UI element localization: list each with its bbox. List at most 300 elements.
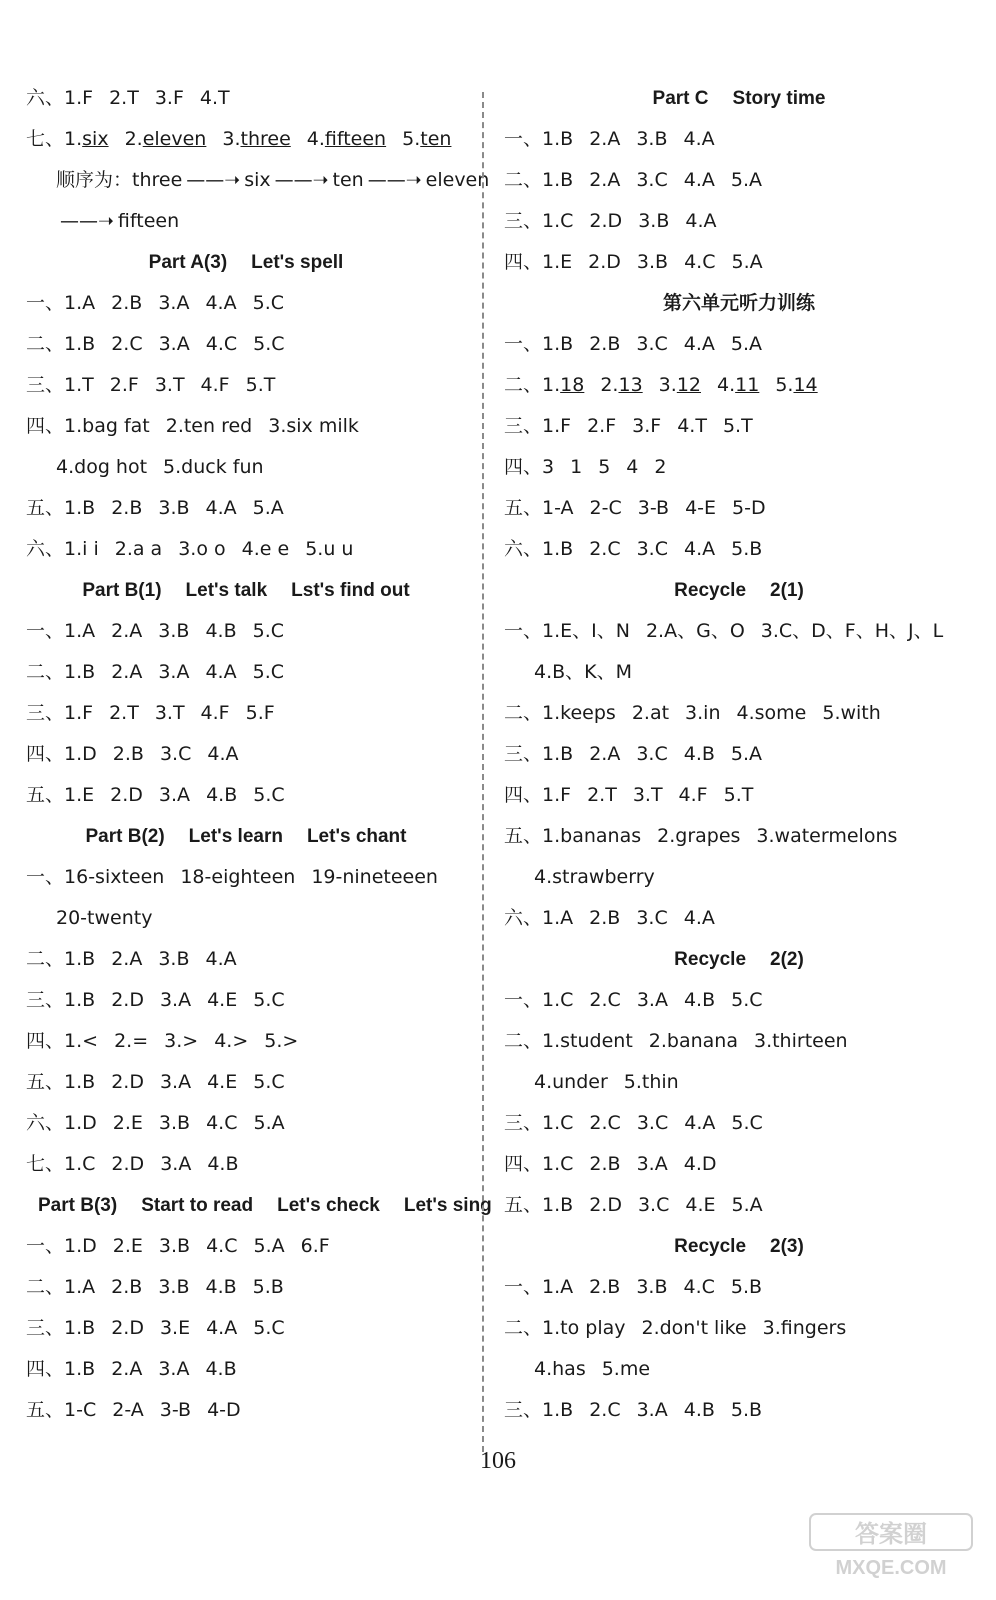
answer-item [775,365,817,406]
answer-item: 2.at [631,702,670,724]
answer-item: 2.A [111,1358,143,1380]
answer-row-continuation [504,652,974,693]
answer-word: 14 [793,374,818,396]
question-number: 七、 [26,128,65,150]
answer-item: 5.T [723,784,754,806]
answer-item: 1.F [64,87,94,109]
answer-row [26,1349,466,1390]
answer-item: 3.A [160,1153,192,1175]
question-number: 五、 [504,1194,543,1216]
answer-row [26,652,466,693]
answer-item: 2.B [589,1153,621,1175]
question-number: 三、 [26,374,65,396]
answer-item: 4.C [206,1112,238,1134]
answer-item: 5.B [730,1399,763,1421]
section-heading [504,78,974,119]
arrow-icon: ——➝ [274,169,329,191]
answer-item: 18-eighteen [180,866,296,888]
answer-item: 1.D [64,743,97,765]
answer-item: 5.with [822,702,881,724]
answer-row [26,324,466,365]
answer-item: 3.B [158,948,190,970]
answer-item: 4.A [684,1112,716,1134]
question-number: 三、 [504,210,543,232]
answer-item: 3.T [154,702,185,724]
answer-item: 3.B [636,1276,668,1298]
answer-item [402,119,451,160]
answer-item: 1.A [64,620,96,642]
answer-item: 4.A [683,128,715,150]
section-heading-part: Part C [652,88,709,109]
answer-item: 3.> [164,1030,199,1052]
answer-row [26,693,466,734]
answer-item: 4.F [200,374,230,396]
answer-number: 3. [658,374,677,396]
answer-item: 2.B [589,333,621,355]
answer-item: 4.some [736,702,807,724]
answer-word: 18 [560,374,585,396]
svg-text:答案圈: 答案圈 [855,1521,927,1548]
answer-item: 4.E [207,989,238,1011]
answer-item: 2.C [589,538,621,560]
order-sequence-row [26,160,490,201]
answer-item: 4-D [207,1399,241,1421]
answer-row [504,980,974,1021]
answer-item [64,119,109,160]
section-heading-part: Recycle [674,1236,747,1257]
answer-item: 2.D [111,989,144,1011]
answer-word: 12 [676,374,701,396]
question-number: 六、 [26,538,65,560]
answer-row-continuation [26,898,466,939]
section-heading-part: Story time [732,88,826,109]
answer-item: 1.B [64,333,96,355]
section-heading-part: Recycle [674,949,747,970]
answer-row [504,693,974,734]
answer-row [504,898,974,939]
answer-item: 4.A [205,948,237,970]
answer-item [659,365,701,406]
watermark-logo [806,1510,976,1580]
answer-item: 1.D [64,1235,97,1257]
answer-item: 2.C [111,333,143,355]
answer-item: 5.B [730,1276,763,1298]
answer-item: 1.B [64,497,96,519]
answer-number: 1. [542,374,561,396]
answer-item: 4.under [534,1071,608,1093]
answer-item: 2.A [589,169,621,191]
answer-item: 3.C [636,907,668,929]
answer-row [504,242,974,283]
answer-item: 3.C [636,1112,669,1134]
answer-item: 4.e e [241,538,290,560]
answer-item: 3.T [632,784,663,806]
question-number: 二、 [26,333,65,355]
answer-item: 1.< [64,1030,99,1052]
section-heading [26,1185,492,1226]
answer-row [26,939,466,980]
answer-item: 1.to play [542,1317,626,1339]
answer-row [26,365,466,406]
question-number: 四、 [26,415,65,437]
svg-text:MXQE.COM: MXQE.COM [835,1557,947,1579]
answer-row-continuation [26,447,466,488]
answer-row [504,611,974,652]
answer-row [26,1267,466,1308]
answer-word: fifteen [324,128,387,150]
answer-item: 3.B [158,497,190,519]
answer-item: 16-sixteen [64,866,165,888]
answer-row [26,1390,466,1431]
section-heading [504,570,974,611]
answer-item: 4-E [685,497,717,519]
answer-row [504,488,974,529]
answer-item: 1.C [542,210,574,232]
answer-item: 4.B [683,743,715,765]
answer-item: 3.C [636,333,668,355]
answer-item: 4.D [683,1153,717,1175]
answer-item: 3.C [636,169,668,191]
question-number: 五、 [26,1399,65,1421]
answer-item: 4.A [683,169,715,191]
answer-item: 1.bananas [542,825,642,847]
arrow-icon: ——➝ [186,169,241,191]
answer-item: 5.me [601,1358,651,1380]
answer-word: ten [420,128,452,150]
answer-row [26,1144,466,1185]
answer-item: 5.thin [623,1071,679,1093]
answer-item: 1.C [542,1112,574,1134]
section-heading [26,242,466,283]
answer-item: 5.duck fun [163,456,264,478]
answer-item: 1.bag fat [64,415,150,437]
answer-row [26,857,466,898]
answer-item: 4.A [205,292,237,314]
answer-word: 11 [735,374,760,396]
answer-item: 5.u u [305,538,354,560]
left-answer-column [26,78,492,1431]
answer-item: 2.D [588,251,621,273]
answer-item: 1.A [542,907,574,929]
answer-item: 4.C [684,251,716,273]
answer-item: 4.E [685,1194,716,1216]
right-answer-column [504,78,974,1431]
section-heading-part: 2(2) [770,949,804,970]
answer-item: 5 [598,456,611,478]
answer-row [504,119,974,160]
answer-item: 5.C [731,1112,763,1134]
answer-item: 1.student [542,1030,633,1052]
answer-item: 2-A [112,1399,144,1421]
answer-item: 1.B [542,538,574,560]
answer-item: 3.six milk [268,415,359,437]
answer-item: 2.D [589,210,623,232]
answer-item: 4 [626,456,639,478]
section-heading-part: 2(1) [770,580,804,601]
order-sequence-row [26,201,466,242]
section-heading-part: Part B(2) [85,826,165,847]
question-number: 三、 [26,989,65,1011]
answer-item: 3.T [154,374,185,396]
answer-item: 1.B [542,128,574,150]
answer-item: 2.D [111,1071,144,1093]
question-number: 五、 [26,1071,65,1093]
question-number: 五、 [26,784,65,806]
answer-item: 1.B [542,1399,574,1421]
question-number: 一、 [26,866,65,888]
answer-item: 1-C [64,1399,97,1421]
answer-item: 1.A [542,1276,574,1298]
answer-item: 5.A [253,1112,285,1134]
answer-item: 1.B [542,743,574,765]
section-heading-part: Part A(3) [148,252,228,273]
answer-item: 4.B [205,1276,237,1298]
answer-item: 3 [542,456,555,478]
answer-row [504,160,974,201]
answer-item: 3.B [158,1235,191,1257]
answer-item: 1.T [64,374,94,396]
question-number: 六、 [504,538,543,560]
answer-item: 1.C [542,1153,574,1175]
answer-item: 2.D [111,1153,145,1175]
answer-item: 2.T [109,702,139,724]
answer-item: 2.A [111,620,143,642]
answer-row [504,775,974,816]
answer-item: 1.B [64,948,96,970]
answer-item: 4.B、K、M [534,661,633,683]
answer-item: 5.T [722,415,753,437]
section-heading [504,1226,974,1267]
order-label: 顺序为： [56,169,133,191]
answer-item: 2.A、G、O [645,620,745,642]
answer-row [504,447,974,488]
arrow-icon: ——➝ [60,210,114,232]
answer-row [504,1144,974,1185]
answer-item: 3.C、D、F、H、J、L [760,620,944,642]
answer-item: 4.dog hot [56,456,148,478]
answer-item: 3.A [159,989,192,1011]
answer-item: 4.B [683,989,716,1011]
answer-number: 4. [717,374,736,396]
answer-item: 2.T [587,784,617,806]
answer-row [504,1103,974,1144]
answer-item: 2.A [589,128,621,150]
answer-item: 4.A [683,333,715,355]
question-number: 二、 [504,1317,543,1339]
answer-number: 4. [306,128,325,150]
answer-item: 1-A [542,497,574,519]
answer-item: 1.B [64,661,96,683]
answer-item: 4.has [534,1358,586,1380]
answer-item: 5.C [731,989,763,1011]
answer-item: 20-twenty [56,907,153,929]
answer-item: 5.C [253,1071,285,1093]
answer-item: 1.B [64,989,96,1011]
question-number: 三、 [504,1112,543,1134]
answer-item: 2.A [111,661,143,683]
answer-word: 13 [618,374,643,396]
answer-item: 5.A [253,1235,285,1257]
question-number: 五、 [504,497,543,519]
section-heading-part: 第六单元听力训练 [662,293,815,314]
answer-row [504,1185,974,1226]
question-number: 三、 [26,1317,65,1339]
answer-item: 3.B [636,251,669,273]
answer-item: 2.B [589,1276,621,1298]
answer-item: 1.F [542,415,572,437]
answer-item [600,365,642,406]
answer-row-continuation [504,1349,974,1390]
answer-item: 3.A [636,989,668,1011]
answer-item: 5.B [252,1276,284,1298]
answer-item: 1.E [542,251,573,273]
page-number: 106 [480,1448,516,1474]
answer-item: 3.A [158,333,190,355]
question-number: 一、 [504,989,543,1011]
answer-item [307,119,386,160]
answer-item: 3.C [159,743,192,765]
answer-row [504,406,974,447]
section-heading [26,816,466,857]
question-number: 七、 [26,1153,65,1175]
answer-item: 5.C [253,333,285,355]
answer-item: 2.grapes [657,825,741,847]
answer-item: 5-D [732,497,766,519]
answer-item: 1.keeps [542,702,616,724]
answer-row [26,488,466,529]
order-word: eleven [425,169,490,191]
answer-item: 3.A [636,1399,668,1421]
answer-item: 3.F [632,415,662,437]
section-heading [26,570,466,611]
answer-item: 3.A [158,784,191,806]
answer-item: 4.C [205,333,238,355]
question-number: 一、 [26,292,65,314]
question-number: 五、 [26,497,65,519]
answer-item: 1.E、I、N [542,620,630,642]
section-heading-part: 2(3) [770,1236,804,1257]
arrow-icon: ——➝ [367,169,422,191]
question-number: 二、 [504,702,543,724]
answer-item: 4.B [683,1399,715,1421]
answer-item: 2.F [587,415,617,437]
answer-row [26,611,466,652]
answer-item: 2.B [112,743,144,765]
answer-row [504,324,974,365]
answer-item: 4.A [205,497,237,519]
question-number: 六、 [504,907,543,929]
answer-item: 4.A [685,210,717,232]
answer-item: 5.A [252,497,284,519]
question-number: 二、 [26,1276,65,1298]
answer-number: 2. [124,128,143,150]
answer-item: 2.B [111,497,143,519]
answer-item: 4.E [207,1071,238,1093]
answer-row [26,406,466,447]
answer-item: 4.strawberry [534,866,655,888]
answer-item: 2.B [111,1276,143,1298]
section-heading-part: Part B(1) [82,580,162,601]
answer-item: 5.C [253,989,285,1011]
question-number: 三、 [504,415,543,437]
section-heading [504,939,974,980]
answer-row [26,283,466,324]
question-number: 二、 [504,1030,543,1052]
answer-item: 3.A [159,1071,192,1093]
answer-item: 1.A [64,292,96,314]
answer-item: 4.F [678,784,708,806]
answer-row [504,816,974,857]
question-number: 四、 [26,1358,65,1380]
answer-row-continuation [504,1062,974,1103]
answer-item: 2 [654,456,667,478]
answer-item: 1.C [64,1153,96,1175]
section-heading-part: Lst's find out [291,580,410,601]
answer-item: 5.C [252,661,285,683]
answer-row [504,1021,974,1062]
answer-item: 6.F [300,1235,330,1257]
question-number: 六、 [26,87,65,109]
question-number: 二、 [26,661,65,683]
answer-item: 3.B [158,620,190,642]
question-number: 一、 [504,620,543,642]
question-number: 一、 [26,620,65,642]
question-number: 二、 [504,169,543,191]
answer-item: 5.A [730,169,763,191]
answer-item: 3.B [636,128,668,150]
answer-row [26,119,466,160]
answer-item: 2.D [111,1317,144,1339]
answer-item: 1.B [64,1317,96,1339]
question-number: 三、 [504,743,543,765]
answer-item [125,119,207,160]
answer-item: 1.F [542,784,572,806]
question-number: 一、 [504,1276,543,1298]
answer-item: 3.A [158,1358,190,1380]
answer-number: 2. [600,374,619,396]
answer-item: 1.D [64,1112,97,1134]
answer-item: 4.T [677,415,707,437]
answer-item: 2.D [589,1194,622,1216]
order-word: ten [332,169,364,191]
answer-row [26,1308,466,1349]
answer-row [504,1390,974,1431]
section-heading [504,283,974,324]
answer-item: 2.C [589,1112,621,1134]
answer-item: 2.banana [648,1030,738,1052]
answer-item: 5.A [730,333,763,355]
answer-item: 1.E [64,784,95,806]
answer-item: 5.A [731,1194,763,1216]
answer-item: 2.a a [114,538,163,560]
answer-number: 1. [64,128,83,150]
answer-item: 3.B [638,210,670,232]
answer-item: 4.C [683,1276,715,1298]
answer-row [26,78,466,119]
answer-item: 5.C [252,620,285,642]
answer-item: 3.watermelons [756,825,898,847]
answer-row [26,980,466,1021]
answer-item: 2.= [114,1030,149,1052]
answer-item: 4.F [200,702,230,724]
answer-item: 3.in [685,702,721,724]
answer-item: 1.C [542,989,574,1011]
answer-item: 3.C [636,538,668,560]
answer-item: 2.ten red [165,415,253,437]
answer-item: 1.F [64,702,94,724]
answer-item: 2-C [589,497,622,519]
section-heading-part: Let's spell [251,252,344,273]
